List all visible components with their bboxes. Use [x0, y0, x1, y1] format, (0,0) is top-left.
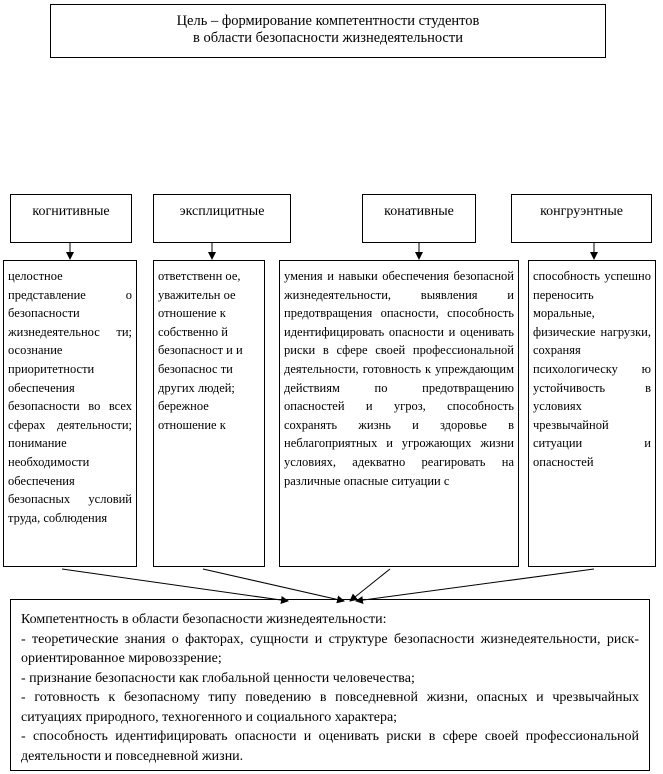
competence-item-2: - признание безопасности как глобальной ценности человечества; — [21, 670, 415, 686]
category-congruent-label: конгруэнтные — [540, 204, 623, 219]
category-explicit — [153, 194, 291, 243]
category-cognitive — [10, 194, 132, 243]
competence-box — [10, 599, 650, 771]
description-congruent-text: способность успешно переносить моральные, физические нагрузки, сохраняя психологическу ю устойчивость в условиях чрезвычайной ситуации и опасностей — [533, 269, 651, 469]
description-cognitive — [3, 260, 137, 567]
description-explicit — [153, 260, 265, 567]
arrow-conative-to-result — [350, 569, 390, 601]
competence-title: Компетентность в области безопасности жизнедеятельности: — [21, 612, 387, 627]
description-cognitive-text: целостное представление о безопасности жизнедеятельнос ти; осознание приоритетности обеспечения безопасности во всех сферах деятельности; понимание необходимости обеспечения безопасных условий труда, соблюдения — [8, 269, 132, 525]
description-explicit-text: ответственн ое, уважительн ое отношение к собственно й безопасност и и безопаснос ти других людей; бережное отношение к — [158, 269, 243, 432]
category-conative — [362, 194, 476, 243]
description-congruent — [528, 260, 656, 567]
competence-item-4: - способность идентифицировать опасности и оценивать риски в сфере своей профессиональной деятельности и повседневной жизни. — [21, 729, 639, 764]
category-conative-label: конативные — [384, 204, 454, 219]
goal-line-1: Цель – формирование компетентности студентов — [176, 13, 480, 29]
category-explicit-label: эксплицитные — [179, 204, 265, 219]
category-cognitive-label: когнитивные — [32, 204, 110, 219]
goal-box — [50, 4, 606, 58]
arrow-congruent-to-result — [356, 569, 594, 601]
description-conative-text: умения и навыки обеспечения безопасной жизнедеятельности, выявления и предотвращения опасности, способность идентифицировать опасности и оценивать риски в сфере своей профессиональной деятельности, готовность к упреждающим действиям по предотвращению опасностей и угроз, способность сохранять жизнь и здоровье в неблагоприятных и угрожающих жизни условиях, адекватно реагировать на различные опасные ситуации с — [284, 269, 514, 488]
arrow-cognitive-to-result — [62, 569, 288, 601]
arrow-explicit-to-result — [203, 569, 344, 601]
competence-item-3: - готовность к безопасному типу поведению в повседневной жизни, опасных и чрезвычайных ситуациях природного, техногенного и социального характера; — [21, 690, 639, 725]
description-conative — [279, 260, 519, 567]
competence-item-1: - теоретические знания о факторах, сущности и структуре безопасности жизнедеятельности, риск-ориентированное мировоззрение; — [21, 631, 639, 666]
category-congruent — [511, 194, 652, 243]
goal-line-2: в области безопасности жизнедеятельности — [193, 30, 463, 46]
